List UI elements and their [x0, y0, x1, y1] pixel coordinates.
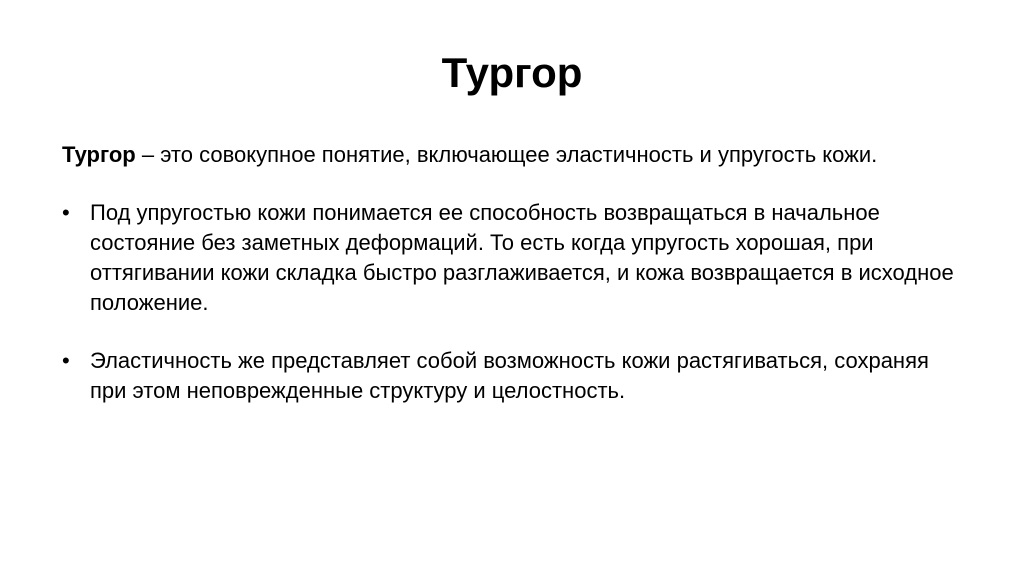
bullet-item [62, 346, 962, 406]
lead-paragraph [62, 140, 962, 170]
slide-title: Тургор [441, 49, 583, 96]
bullet-text: Под упругостью кожи понимается ее способность возвращаться в начальное состояние без заметных деформаций. То есть когда упругость хорошая, при оттягивании кожи складка быстро разглаживается, и кожа возвращается в исходное положение. [90, 200, 954, 315]
slide-content [62, 140, 962, 434]
bullet-marker: • [62, 200, 70, 225]
bullet-marker: • [62, 348, 70, 373]
lead-text: – это совокупное понятие, включающее эластичность и упругость кожи. [135, 142, 878, 167]
lead-term: Тургор [62, 142, 136, 167]
bullet-text: Эластичность же представляет собой возможность кожи растягиваться, сохраняя при этом неповрежденные структуру и целостность. [90, 348, 929, 403]
bullet-item [62, 198, 962, 318]
bullet-list [62, 198, 962, 406]
